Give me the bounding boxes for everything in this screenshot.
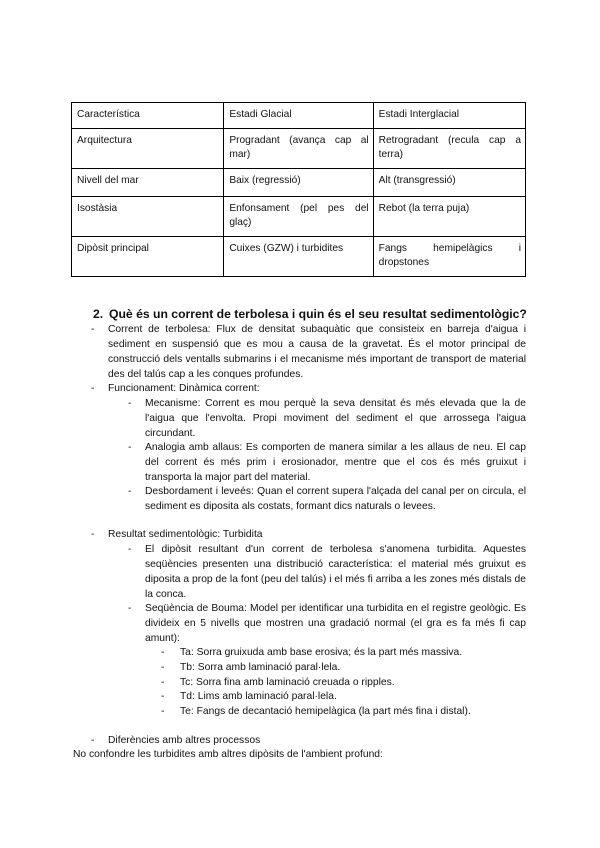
bullet-dash: - bbox=[128, 398, 132, 409]
table-header-cell: Estadi Glacial bbox=[224, 103, 373, 129]
overflow-paragraph: Desbordament i leveés: Quan el corrent supera l'alçada del canal per on circula, el sediment es diposita als costats, formant dics naturals o levees. bbox=[145, 486, 526, 512]
table-header-row bbox=[72, 103, 526, 129]
bullet-dash: - bbox=[128, 486, 132, 497]
result-heading: Resultat sedimentològic: Turbidita bbox=[108, 529, 263, 540]
bouma-paragraph: Seqüència de Bouma: Model per identificar una turbidita en el registre geològic. Es divideix en 5 nivells que mostren una gradació normal (el gra es fa més fi cap amunt): bbox=[145, 603, 526, 644]
mechanism-paragraph: Mecanisme: Corrent es mou perquè la seva densitat és més elevada que la de l'aigua que l'envolta. Propi moviment del sediment el que arrossega l'aigua circundant. bbox=[145, 398, 526, 439]
bullet-dash: - bbox=[161, 691, 165, 702]
table-cell: Rebot (la terra puja) bbox=[373, 197, 525, 237]
bouma-level-te: Te: Fangs de decantació hemipelàgica (la part més fina i distal). bbox=[180, 706, 471, 717]
bullet-dash: - bbox=[161, 706, 165, 717]
functioning-heading: Funcionament: Dinàmica corrent: bbox=[108, 383, 260, 394]
bullet-dash: - bbox=[91, 324, 95, 335]
bullet-dash: - bbox=[91, 529, 95, 540]
section-number: 2. bbox=[93, 307, 104, 321]
bullet-dash: - bbox=[161, 647, 165, 658]
table-cell: Baix (regressió) bbox=[224, 169, 373, 197]
bullet-dash: - bbox=[128, 544, 132, 555]
section-title: Què és un corrent de terbolesa i quin és el seu resultat sedimentològic? bbox=[109, 307, 527, 321]
bouma-level-tb: Tb: Sorra amb laminació paral·lela. bbox=[180, 662, 341, 673]
table-row bbox=[72, 237, 526, 277]
bullet-dash: - bbox=[128, 603, 132, 614]
bullet-dash: - bbox=[161, 677, 165, 688]
definition-paragraph: Corrent de terbolesa: Flux de densitat subaquàtic que consisteix en barreja d'aigua i sediment en suspensió que es mou a causa de la gravetat. És el motor principal de construcció dels ventalls submarins i el mecanisme més important de transport de material des del talús cap a les conques profundes. bbox=[108, 324, 526, 380]
bouma-level-ta: Ta: Sorra gruixuda amb base erosiva; és la part més massiva. bbox=[180, 647, 463, 658]
table-cell: Arquitectura bbox=[72, 129, 224, 169]
table-header-cell: Estadi Interglacial bbox=[373, 103, 525, 129]
table-cell: Retrogradant (recula cap a terra) bbox=[373, 129, 525, 169]
deposit-paragraph: El dipòsit resultant d'un corrent de terbolesa s'anomena turbidita. Aquestes seqüències presenten una distribució característica: el material més gruixut es diposita a prop de la font (peu del talús) i el més fi arriba a les zones més distals de la conca. bbox=[145, 544, 526, 600]
table-cell: Progradant (avança cap al mar) bbox=[224, 129, 373, 169]
bouma-level-td: Td: Lims amb laminació paral·lela. bbox=[180, 691, 337, 702]
bouma-level-tc: Tc: Sorra fina amb laminació creuada o ripples. bbox=[180, 677, 395, 688]
bullet-dash: - bbox=[128, 442, 132, 453]
closing-line: No confondre les turbidites amb altres dipòsits de l'ambient profund: bbox=[73, 749, 383, 760]
table-cell: Dipòsit principal bbox=[72, 237, 224, 277]
table-row bbox=[72, 169, 526, 197]
bullet-dash: - bbox=[161, 662, 165, 673]
bullet-dash: - bbox=[91, 735, 95, 746]
table-cell: Nivell del mar bbox=[72, 169, 224, 197]
table-cell: Enfonsament (pel pes del glaç) bbox=[224, 197, 373, 237]
table-cell: Isostàsia bbox=[72, 197, 224, 237]
table-cell: Cuixes (GZW) i turbidites bbox=[224, 237, 373, 277]
table-header-cell: Característica bbox=[72, 103, 224, 129]
differences-heading: Diferències amb altres processos bbox=[108, 735, 261, 746]
table-cell: Alt (transgressió) bbox=[373, 169, 525, 197]
table-row bbox=[72, 197, 526, 237]
bullet-dash: - bbox=[91, 383, 95, 394]
table-cell: Fangs hemipelàgics i dropstones bbox=[373, 237, 525, 277]
section-heading bbox=[93, 307, 527, 321]
analogy-paragraph: Analogia amb allaus: Es comporten de manera similar a les allaus de neu. El cap del corrent és més prim i erosionador, mentre que el cos és més gruixut i transporta la major part del material. bbox=[145, 442, 526, 483]
glacial-comparison-table bbox=[71, 102, 526, 277]
table-row bbox=[72, 129, 526, 169]
